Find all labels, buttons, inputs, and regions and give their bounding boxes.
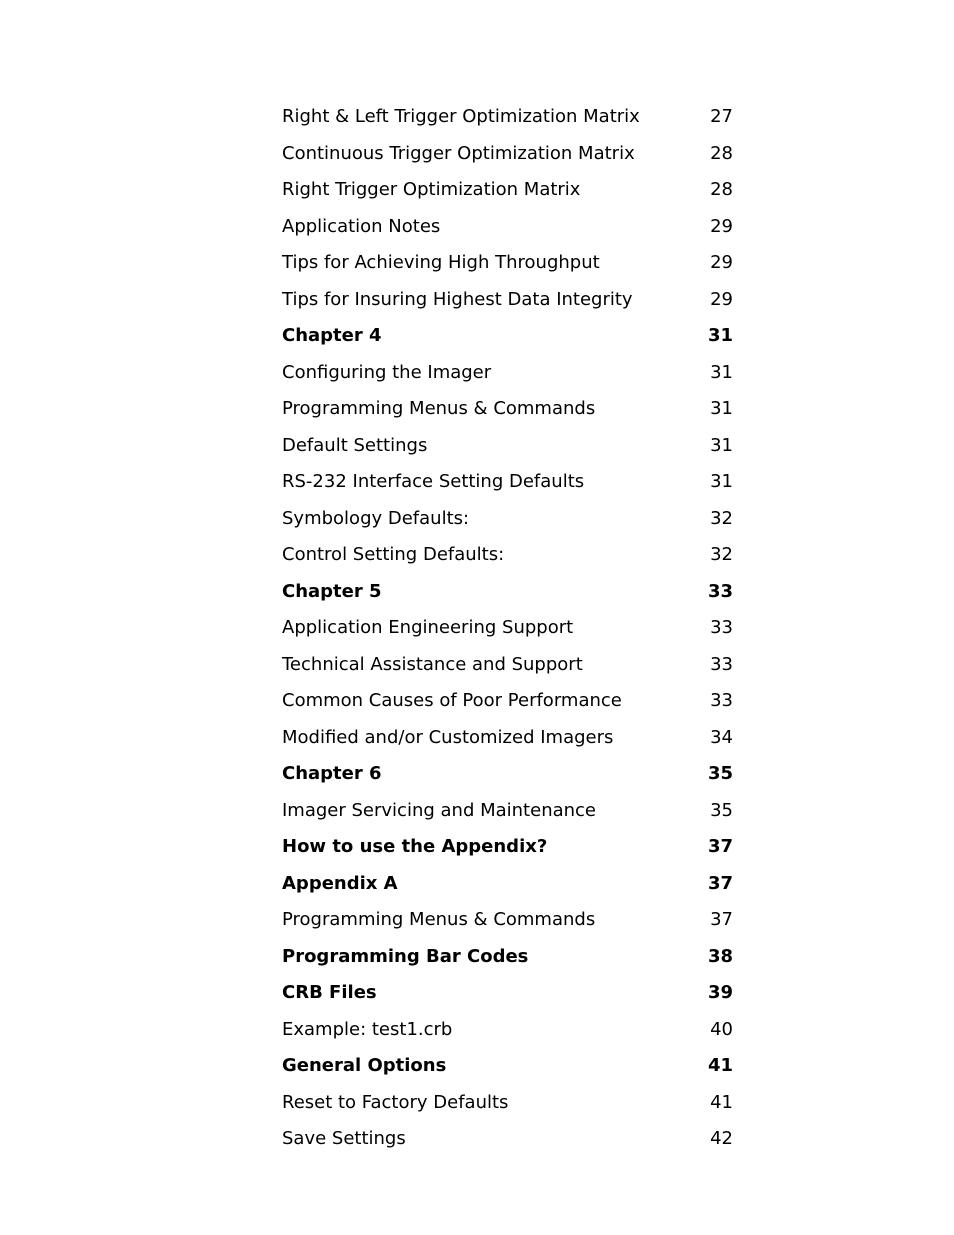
- toc-entry: [282, 99, 733, 136]
- toc-heading-entry: [282, 1048, 733, 1085]
- toc-entry-title: Appendix A: [282, 872, 398, 894]
- toc-entry-title: Tips for Insuring Highest Data Integrity: [282, 288, 633, 310]
- toc-entry-title: Chapter 4: [282, 325, 382, 346]
- toc-entry-page-number: 38: [707, 945, 733, 967]
- toc-entry-title: Symbology Defaults:: [282, 507, 470, 529]
- toc-entry-page-number: 35: [710, 799, 733, 821]
- toc-entry: [282, 209, 733, 246]
- toc-entry-title: Application Notes: [282, 215, 441, 237]
- toc-entry-title: Example: test1.crb: [282, 1018, 453, 1040]
- toc-heading-entry: [282, 939, 733, 976]
- toc-entry: [282, 610, 733, 647]
- toc-entry-page-number: 29: [710, 288, 733, 310]
- toc-entry-title: Programming Bar Codes: [282, 945, 529, 967]
- toc-entry: [282, 464, 733, 501]
- toc-entry-title: Right Trigger Optimization Matrix: [282, 179, 581, 200]
- toc-entry-page-number: 34: [710, 726, 733, 748]
- toc-entry-title: Tips for Achieving High Throughput: [282, 252, 600, 273]
- toc-heading-entry: [282, 975, 733, 1012]
- toc-entry-title: RS-232 Interface Setting Defaults: [282, 471, 585, 492]
- toc-entry-title: Control Setting Defaults:: [282, 544, 505, 565]
- toc-heading-entry: [282, 829, 733, 866]
- toc-entry: [282, 501, 733, 538]
- toc-entry-title: Imager Servicing and Maintenance: [282, 799, 597, 821]
- toc-entry-title: Default Settings: [282, 434, 428, 456]
- toc-entry-page-number: 29: [710, 215, 733, 237]
- toc-entry: [282, 282, 733, 319]
- toc-entry-page-number: 31: [710, 471, 733, 492]
- toc-entry-page-number: 29: [710, 252, 733, 273]
- toc-entry-title: Right & Left Trigger Optimization Matrix: [282, 106, 640, 127]
- toc-entry-title: Application Engineering Support: [282, 617, 574, 638]
- toc-entry-page-number: 40: [710, 1018, 733, 1040]
- toc-entry-page-number: 33: [707, 580, 733, 602]
- toc-entry-page-number: 33: [710, 690, 733, 711]
- toc-entry: [282, 793, 733, 830]
- toc-entry: [282, 902, 733, 939]
- toc-entry-page-number: 32: [710, 544, 733, 565]
- toc-entry: [282, 1085, 733, 1122]
- toc-entry: [282, 1121, 733, 1158]
- toc-entry-page-number: 31: [707, 325, 733, 346]
- toc-entry-page-number: 31: [710, 398, 733, 419]
- toc-entry: [282, 683, 733, 720]
- toc-entry-page-number: 42: [710, 1128, 733, 1149]
- toc-entry: [282, 647, 733, 684]
- toc-heading-entry: [282, 318, 733, 355]
- toc-entry-page-number: 28: [710, 179, 733, 200]
- toc-entry-title: General Options: [282, 1055, 447, 1076]
- toc-entry-page-number: 37: [707, 872, 733, 894]
- toc-entry: [282, 172, 733, 209]
- toc-entry-title: Continuous Trigger Optimization Matrix: [282, 142, 635, 164]
- toc-entry-title: Chapter 5: [282, 580, 382, 602]
- toc-entry-page-number: 28: [710, 142, 733, 164]
- toc-entry-title: How to use the Appendix?: [282, 836, 548, 857]
- toc-entry-page-number: 41: [710, 1091, 733, 1113]
- toc-heading-entry: [282, 866, 733, 903]
- toc-entry-title: Modified and/or Customized Imagers: [282, 726, 614, 748]
- toc-entry-page-number: 37: [710, 909, 733, 930]
- toc-entry-title: Save Settings: [282, 1128, 406, 1149]
- toc-heading-entry: [282, 756, 733, 793]
- toc-entry-title: Common Causes of Poor Performance: [282, 690, 622, 711]
- toc-entry: [282, 537, 733, 574]
- toc-entry: [282, 391, 733, 428]
- toc-entry-page-number: 31: [710, 361, 733, 383]
- toc-entry-title: Chapter 6: [282, 763, 382, 784]
- toc-entry-title: Technical Assistance and Support: [282, 653, 583, 675]
- toc-entry-page-number: 39: [707, 982, 733, 1003]
- toc-entry-page-number: 37: [707, 836, 733, 857]
- toc-entry-page-number: 33: [710, 617, 733, 638]
- toc-entry: [282, 428, 733, 465]
- toc-entry-page-number: 33: [710, 653, 733, 675]
- toc-entry: [282, 245, 733, 282]
- toc-heading-entry: [282, 574, 733, 611]
- toc-entry-title: CRB Files: [282, 982, 377, 1003]
- toc-entry-title: Programming Menus & Commands: [282, 909, 596, 930]
- toc-entry-title: Reset to Factory Defaults: [282, 1091, 509, 1113]
- toc-entry: [282, 355, 733, 392]
- toc-entry-page-number: 35: [707, 763, 733, 784]
- toc-entry-page-number: 32: [710, 507, 733, 529]
- toc-entry-page-number: 27: [710, 106, 733, 127]
- toc-entry: [282, 1012, 733, 1049]
- toc-entry-page-number: 41: [707, 1055, 733, 1076]
- table-of-contents: [282, 99, 733, 1158]
- toc-entry-page-number: 31: [710, 434, 733, 456]
- toc-entry-title: Programming Menus & Commands: [282, 398, 596, 419]
- toc-entry: [282, 720, 733, 757]
- toc-entry-title: Configuring the Imager: [282, 361, 492, 383]
- toc-entry: [282, 136, 733, 173]
